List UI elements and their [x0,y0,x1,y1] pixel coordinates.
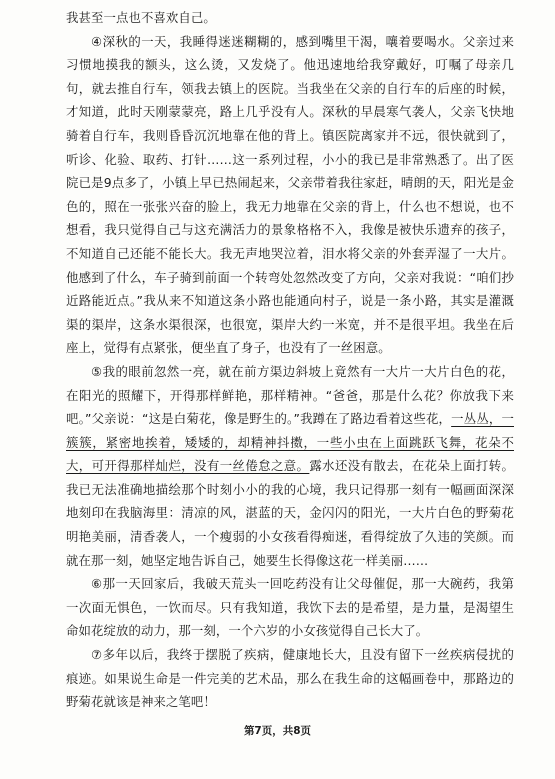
paragraph-text: 我甚至一点也不喜欢自己。 [66,10,216,25]
paragraph-4 [66,30,514,360]
paragraph-text: ⑥那一天回家后，我破天荒头一回吃药没有让父母催促，那一大碗药，我第一次面无惧色，一饮而尽。只有我知道，我饮下去的是希望，是力量，是渴望生命如花绽放的动力，那一刻，一个六岁的小女孩觉得自己长大了。 [66,576,514,639]
paragraph-text: ④深秋的一天，我睡得迷迷糊糊的，感到嘴里干渴，嚷着要喝水。父亲过来习惯地摸我的额头，这么烫，又发烧了。他迅速地给我穿戴好，叮嘱了母亲几句，就去推自行车，领我去镇上的医院。当我坐在父亲的自行车的后座的时候，才知道，此时天刚蒙蒙亮，路上几乎没有人。深秋的早晨寒气袭人，父亲飞快地骑着自行车，我则昏昏沉沉地靠在他的背上。镇医院离家并不远，很快就到了，听诊、化验、取药、打针……这一系列过程，小小的我已是非常熟悉了。出了医院已是9点多了，小镇上早已热闹起来，父亲带着我往家赶，晴朗的天，阳光是金色的，照在一张张兴奋的脸上，我无力地靠在父亲的背上，什么也不想说，也不想看，我只觉得自己与这充满活力的景象格格不入，我像是被快乐遗弃的孩子，不知道自己还能不能长大。我无声地哭泣着，泪水将父亲的外套弄湿了一大片。他感到了什么，车子骑到前面一个转弯处忽然改变了方向，父亲对我说：“咱们抄近路能近点。”我从来不知道这条小路也能通向村子，说是一条小路，其实是灌溉渠的渠岸，这条水渠很深，也很宽，渠岸大约一米宽，并不是很平坦。我坐在后座上，觉得有点紧张，便坐直了身子，也没有了一丝困意。 [66,33,514,356]
paragraph-5 [66,360,514,572]
paragraph-3-end [66,6,514,30]
paragraph-text: 露水还没有散去，在花朵上面打转。我已无法准确地描绘那个时刻小小的我的心境，我只记得那一刻有一幅画面深深地刻印在我脑海里：清凉的风，湛蓝的天，金闪闪的阳光，一大片白色的野菊花明艳美丽，清香袭人，一个瘦弱的小女孩看得痴迷，看得绽放了久违的笑颜。而就在那一刻，她坚定地告诉自己，她要生长得像这花一样美丽…… [66,458,514,568]
article-body [66,6,514,714]
underlined-sentence: 一丛丛，一簇簇，紧密地挨着，矮矮的，却精神抖擞，一些小虫在上面跳跃飞舞，花朵不大，可开得那样灿烂，没有一丝倦怠之意。 [66,411,514,474]
paragraph-text: ⑦多年以后，我终于摆脱了疾病，健康地长大，且没有留下一丝疾病侵扰的痕迹。如果说生命是一件完美的艺术品，那么在我生命的这幅画卷中，那路边的野菊花就该是神来之笔吧！ [66,647,514,710]
page-number-footer: 第7页，共8页 [243,725,312,737]
paragraph-7 [66,643,514,714]
paragraph-text: ⑤我的眼前忽然一亮，就在前方渠边斜坡上竟然有一大片一大片白色的花，在阳光的照耀下，开得那样鲜艳，那样精神。“爸爸，那是什么花？你放我下来吧。”父亲说：“这是白菊花，像是野生的。”我蹲在了路边看着这些花， [66,363,514,427]
paragraph-6 [66,572,514,643]
